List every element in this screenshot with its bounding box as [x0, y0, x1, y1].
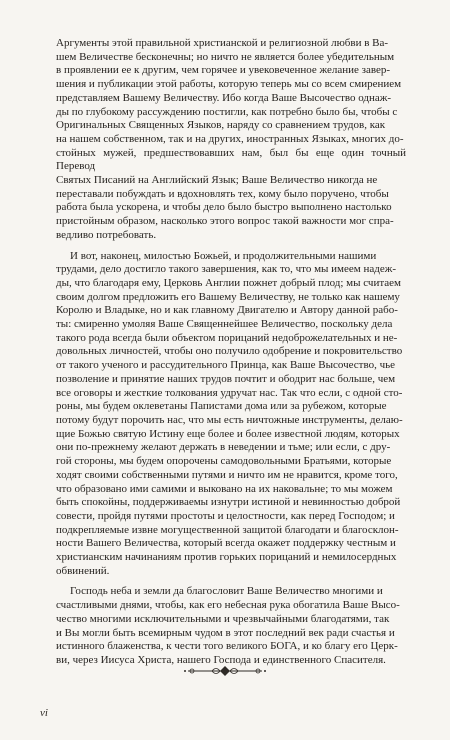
paragraph — [56, 250, 406, 579]
text-line: ведливо потребовать. — [56, 228, 157, 241]
text-line: от такого ученого и рассудительного Принца, как Ваше Высочество, чье — [56, 359, 396, 372]
text-line: в проявлении ее к другим, чем горячее и увековеченное желание завер- — [56, 64, 391, 77]
text-line: все оговоры и жесткие толкования удручат нас. Так что если, с одной сто- — [56, 386, 403, 399]
text-line: христианским начинаниям против горьких порицаний и немилосердных — [56, 551, 397, 564]
text-line: ви, через Иисуса Христа, нашего Господа и единственного Спасителя. — [56, 653, 386, 666]
text-line: на нашем собственном, так и на других, иностранных Языках, многих до- — [56, 132, 404, 145]
fleuron-divider-icon — [182, 664, 268, 678]
body-text — [56, 37, 406, 668]
text-line: ходят своими собственными путями и ничто им не нравится, кроме того, — [56, 468, 398, 481]
text-line: гой стороны, мы будем опорочены самодовольными Братьями, которые — [56, 455, 392, 468]
text-line: Господь неба и земли да благословит Ваше Величество многими и — [70, 585, 383, 598]
text-line: щие Божью святую Истину еще более и более известной людям, которых — [56, 427, 400, 440]
text-line: Оригинальных Священных Языков, наряду со сравнением трудов, как — [56, 119, 386, 132]
text-line: потому будут порочить нас, что мы есть ничтожные инструменты, делаю- — [56, 413, 403, 426]
text-line: Аргументы этой правильной христианской и религиозной любви в Ва- — [56, 37, 389, 49]
paragraph — [56, 37, 406, 243]
text-line: ты: смиренно умоляя Ваше Священнейшее Величество, поскольку дела — [56, 318, 393, 331]
text-line: роны, мы будем оклеветаны Папистами дома или за рубежом, которые — [56, 400, 387, 413]
text-line: трудами, дело достигло такого завершения, как то, что мы имеем надеж- — [56, 263, 397, 276]
text-line: совести, пройдя путями простоты и целостности, как перед Господом; и — [56, 509, 395, 522]
text-line: быть спокойны, поддерживаемы изнутри истиной и невинностью доброй — [56, 496, 401, 509]
text-line: ды, что благодаря ему, Церковь Англии пожнет добрый плод; мы считаем — [56, 276, 402, 289]
paragraph — [56, 585, 406, 667]
text-line: довольных личностей, чтобы оно получило одобрение и покровительство — [56, 345, 403, 358]
text-line: своим долгом предложить его Вашему Величеству, не только как нашему — [56, 290, 400, 303]
page-number: vi — [40, 707, 48, 719]
text-line: Королю и Владыке, но и как главному Двигателю и Автору данной рабо- — [56, 304, 398, 317]
text-line: шения и публикации этой работы, которую теперь мы со всем смирением — [56, 78, 402, 91]
text-line: обвинений. — [56, 564, 110, 577]
text-line: позволение и принятие наших трудов почтит и ободрит нас больше, чем — [56, 372, 396, 385]
text-line: и Вы могли быть всемирным чудом в этот последний век ради счастья и — [56, 626, 395, 639]
text-line: стойных мужей, предшествовавших нам, был бы еще один точный Перевод — [56, 146, 406, 173]
text-line: подкрепляемые извне могущественной защитой благодати и благосклон- — [56, 523, 399, 536]
text-line: истинного блаженства, к чести того великого БОГА, и ко благу его Церк- — [56, 640, 398, 653]
text-line: Святых Писаний на Английский Язык; Ваше Величество никогда не — [56, 174, 378, 187]
text-line: счастливыми днями, чтобы, как его небесная рука обогатила Ваше Высо- — [56, 599, 400, 612]
text-line: такого рода всегда были объектом порицаний недоброжелательных и не- — [56, 331, 398, 344]
text-line: шем Величестве бесконечны; но ничто не является более убедительным — [56, 50, 395, 63]
text-line: что образовано ими самими и выковано на их наковальне; то мы можем — [56, 482, 393, 495]
text-line: представляем Вашему Величеству. Ибо когда Ваше Высочество однаж- — [56, 91, 392, 104]
text-line: ности Вашего Величества, который всегда окажет поддержку честным и — [56, 537, 396, 550]
text-line: ды по глубокому рассуждению постигли, как потребно было бы, чтобы с — [56, 105, 398, 118]
text-line: чество многими исключительными и чрезвычайными благодатями, так — [56, 612, 390, 625]
text-line: пристойным образом, насколько этого вопрос такой важности мог спра- — [56, 215, 394, 228]
text-line: они по-прежнему желают держать в неведении и тьме; или если, с дру- — [56, 441, 391, 454]
text-line: переставали побуждать и вдохновлять тех, кому было поручено, чтобы — [56, 187, 389, 200]
text-line: И вот, наконец, милостью Божьей, и продолжительными нашими — [70, 249, 377, 262]
text-line: работа была ускорена, и чтобы дело было быстро выполнено настолько — [56, 201, 392, 214]
